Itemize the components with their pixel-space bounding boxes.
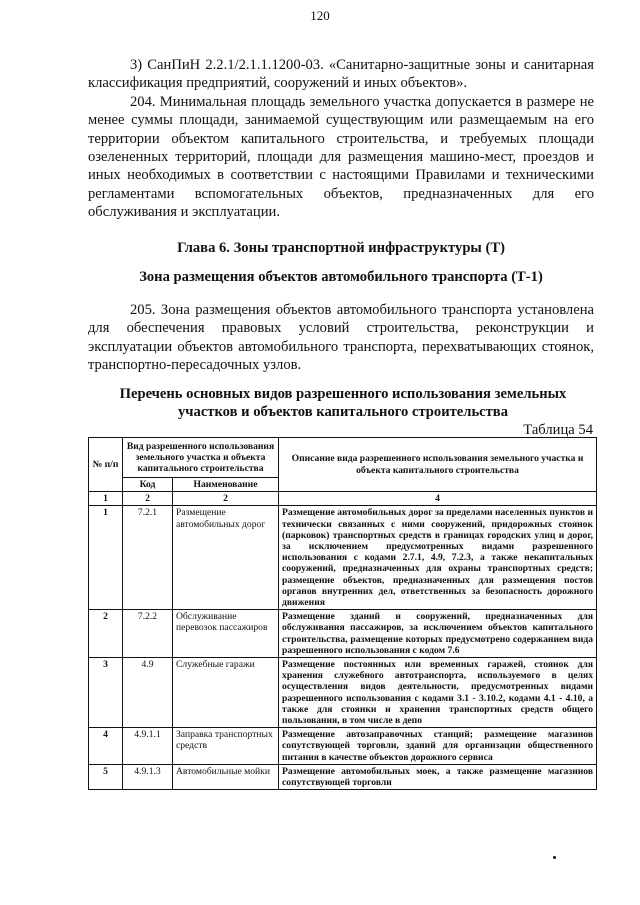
row-name: Заправка транспортных средств xyxy=(173,728,279,765)
row-name: Размещение автомобильных дорог xyxy=(173,506,279,610)
row-name: Обслуживание перевозок пассажиров xyxy=(173,610,279,658)
index-cell: 4 xyxy=(279,492,597,506)
row-code: 4.9.1.3 xyxy=(123,764,173,789)
index-cell: 1 xyxy=(89,492,123,506)
page-number: 120 xyxy=(310,8,330,23)
row-name: Автомобильные мойки xyxy=(173,764,279,789)
table-row xyxy=(89,506,597,610)
intro-text xyxy=(88,56,594,222)
table-caption: Таблица 54 xyxy=(523,422,593,438)
header-code: Код xyxy=(123,478,173,492)
index-cell: 2 xyxy=(123,492,173,506)
row-code: 4.9 xyxy=(123,658,173,728)
list-heading: Перечень основных видов разрешенного использования земельных участков и объектов капитального строительства xyxy=(119,386,567,421)
table-row xyxy=(89,610,597,658)
stray-dot xyxy=(553,856,556,859)
row-name: Служебные гаражи xyxy=(173,658,279,728)
row-description: Размещение автомобильных дорог за пределами населенных пунктов и технически связанных с ними сооружений, придорожных стоянок (парковок) транспортных средств в границах городских улиц и дорог, за исключением предусмотренных видами разрешенного использования с кодами 2.7.1, 4.9, 7.2.3, а также некапитальных сооружений, предназначенных для охраны транспортных средств; размещение объектов, предназначенных для размещения постов органов внутренних дел, ответственных за безопасность дорожного движения xyxy=(279,506,597,610)
row-code: 4.9.1.1 xyxy=(123,728,173,765)
table-row xyxy=(89,764,597,789)
chapter-heading: Глава 6. Зоны транспортной инфраструктуры (Т) xyxy=(177,240,505,256)
row-description: Размещение постоянных или временных гаражей, стоянок для хранения служебного автотранспорта, используемого в целях осуществления видов деятельности, предусмотренных видами разрешенного использования с кодами 3.1 - 3.10.2, кодами 4.1 - 4.10, а также для стоянки и хранения транспортных средств общего пользования, в том числе в депо xyxy=(279,658,597,728)
zone-heading: Зона размещения объектов автомобильного транспорта (Т-1) xyxy=(139,269,543,285)
paragraph-205: 205. Зона размещения объектов автомобильного транспорта установлена для обеспечения правовых условий строительства, реконструкции и эксплуатации объектов автомобильного транспорта, перехватывающих стоянок, транспортно-пересадочных узлов. xyxy=(88,302,594,374)
row-description: Размещение автомобильных моек, а также размещение магазинов сопутствующей торговли xyxy=(279,764,597,789)
header-kind-group: Вид разрешенного использования земельного участка и объекта капитального строительства xyxy=(123,438,279,478)
row-num: 2 xyxy=(89,610,123,658)
header-num: № п/п xyxy=(89,438,123,492)
table-row xyxy=(89,728,597,765)
row-num: 5 xyxy=(89,764,123,789)
header-description: Описание вида разрешенного использования земельного участка и объекта капитального строительства xyxy=(279,438,597,492)
permitted-use-table xyxy=(88,437,597,790)
row-description: Размещение автозаправочных станций; размещение магазинов сопутствующей торговли, зданий для организации общественного питания в качестве объектов дорожного сервиса xyxy=(279,728,597,765)
index-cell: 2 xyxy=(173,492,279,506)
row-code: 7.2.2 xyxy=(123,610,173,658)
table-row xyxy=(89,658,597,728)
row-num: 4 xyxy=(89,728,123,765)
row-num: 1 xyxy=(89,506,123,610)
paragraph-sanpin: 3) СанПиН 2.2.1/2.1.1.1200-03. «Санитарно-защитные зоны и санитарная классификация предприятий, сооружений и иных объектов». xyxy=(88,57,594,92)
row-description: Размещение зданий и сооружений, предназначенных для обслуживания пассажиров, за исключением объектов капитального строительства, размещение которых предусмотрено содержанием вида разрешенного использования с кодом 7.6 xyxy=(279,610,597,658)
paragraph-204: 204. Минимальная площадь земельного участка допускается в размере не менее суммы площади, занимаемой существующим или размещаемым на его территории объектом капитального строительства, и требуемых площади озелененных территорий, площади для размещения машино-мест, проездов и иных необходимых в соответствии с настоящими Правилами и техническими регламентами вспомогательных объектов, предназначенных для его обслуживания и эксплуатации. xyxy=(88,93,594,221)
row-code: 7.2.1 xyxy=(123,506,173,610)
header-name: Наименование xyxy=(173,478,279,492)
row-num: 3 xyxy=(89,658,123,728)
